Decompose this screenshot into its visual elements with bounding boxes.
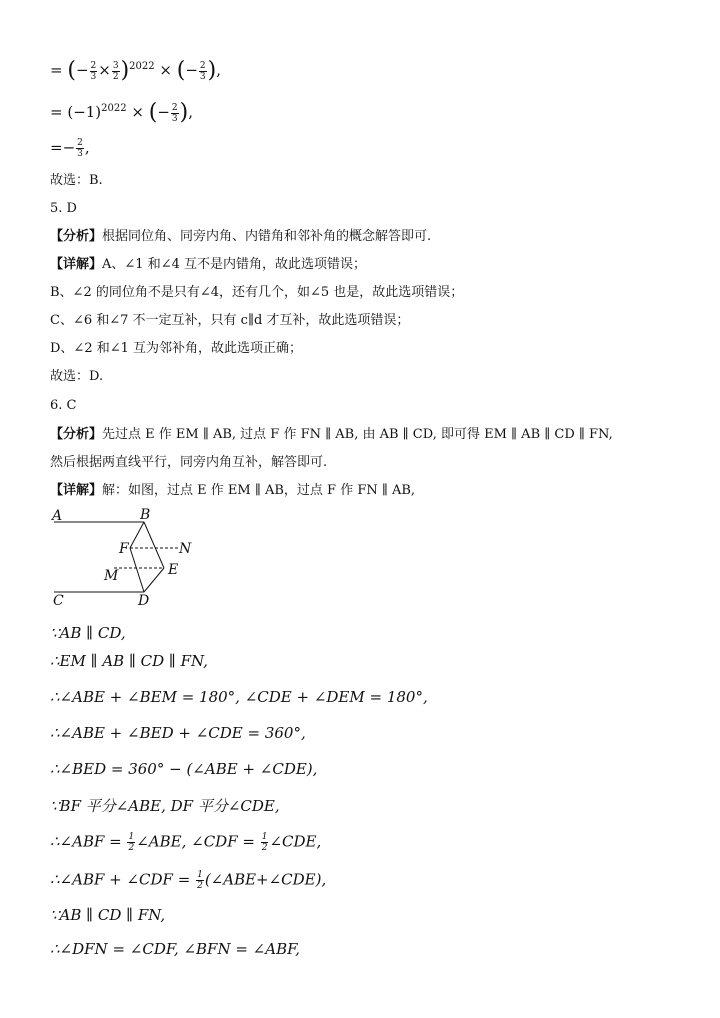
- q5-detail-c: C、∠6 和∠7 不一定互补，只有 c∥d 才互补，故此选项错误；: [50, 313, 410, 328]
- q5-detail-b: B、∠2 的同位角不是只有∠4，还有几个，如∠5 也是，故此选项错误；: [50, 285, 464, 300]
- label-a: A: [52, 508, 63, 524]
- q6-detail: 【详解】解：如图，过点 E 作 EM ∥ AB，过点 F 作 FN ∥ AB,: [50, 483, 416, 498]
- equation-line-3: =− $\frac{2}{3}$ ,: [50, 138, 90, 159]
- q5-analysis: 【分析】根据同位角、同旁内角、内错角和邻补角的概念解答即可.: [50, 229, 432, 244]
- equation-line-2: = $(-1)^{2022}$ × (− $\frac{2}{3}$ ),: [50, 100, 193, 125]
- fraction-half-c: $\frac{1}{2}$: [197, 870, 203, 891]
- fraction-half: $\frac{1}{2}$: [128, 832, 135, 853]
- segment-be: [144, 522, 164, 568]
- question-6-answer: 6. C: [50, 398, 77, 413]
- choose-d: 故选：D.: [50, 369, 104, 384]
- fraction-three-halves: $\frac{3}{2}$: [112, 60, 119, 82]
- label-d: D: [138, 593, 150, 608]
- q6-analysis-2: 然后根据两直线平行，同旁内角互补，解答即可.: [50, 455, 328, 470]
- segment-ed: [144, 568, 164, 592]
- step-9: ∵AB ∥ CD ∥ FN,: [50, 906, 166, 924]
- q6-analysis-1: 【分析】先过点 E 作 EM ∥ AB, 过点 F 作 FN ∥ AB, 由 AB ∥ CD, 即可得 EM ∥ AB ∥ CD ∥ FN,: [50, 427, 613, 442]
- step-6: ∵BF 平分∠ABE, DF 平分∠CDE,: [50, 797, 280, 815]
- step-1: ∵AB ∥ CD,: [50, 624, 126, 642]
- fraction-two-thirds: $\frac{2}{3}$: [90, 60, 97, 82]
- segment-bf: [130, 522, 144, 548]
- q5-detail-a: 【详解】A、∠1 和∠4 互不是内错角，故此选项错误；: [50, 257, 366, 272]
- label-f: F: [119, 541, 129, 557]
- fraction-two-thirds-d: $\frac{2}{3}$: [77, 138, 83, 159]
- question-5-answer: 5. D: [50, 201, 77, 216]
- step-10: ∴∠DFN = ∠CDF, ∠BFN = ∠ABF,: [50, 940, 300, 958]
- label-m: M: [104, 568, 119, 584]
- fraction-two-thirds-b: $\frac{2}{3}$: [199, 60, 206, 82]
- step-2: ∴EM ∥ AB ∥ CD ∥ FN,: [50, 652, 208, 670]
- segment-fd: [130, 548, 144, 592]
- step-5: ∴∠BED = 360° − (∠ABE + ∠CDE),: [50, 760, 318, 778]
- geometry-figure: [48, 508, 208, 608]
- fraction-half-b: $\frac{1}{2}$: [261, 832, 268, 853]
- label-b: B: [140, 508, 151, 523]
- fraction-two-thirds-c: $\frac{2}{3}$: [171, 102, 178, 124]
- choose-b: 故选：B.: [50, 173, 103, 188]
- step-7: ∴∠ABF = $\frac{1}{2}$ ∠ABE, ∠CDF = $\frac{1}{2}$ ∠CDE,: [50, 832, 322, 853]
- q5-detail-d: D、∠2 和∠1 互为邻补角，故此选项正确；: [50, 341, 303, 356]
- step-4: ∴∠ABE + ∠BED + ∠CDE = 360°,: [50, 724, 306, 742]
- label-e: E: [168, 562, 179, 578]
- equation-line-1: = (− $\frac{2}{3}$ × $\frac{3}{2}$ )$^{2022}$ × (− $\frac{2}{3}$ ),: [50, 58, 221, 83]
- label-n: N: [179, 541, 192, 557]
- step-3: ∴∠ABE + ∠BEM = 180°, ∠CDE + ∠DEM = 180°,: [50, 688, 428, 706]
- label-c: C: [53, 593, 64, 608]
- step-8: ∴∠ABF + ∠CDF = $\frac{1}{2}$ (∠ABE+∠CDE),: [50, 870, 327, 891]
